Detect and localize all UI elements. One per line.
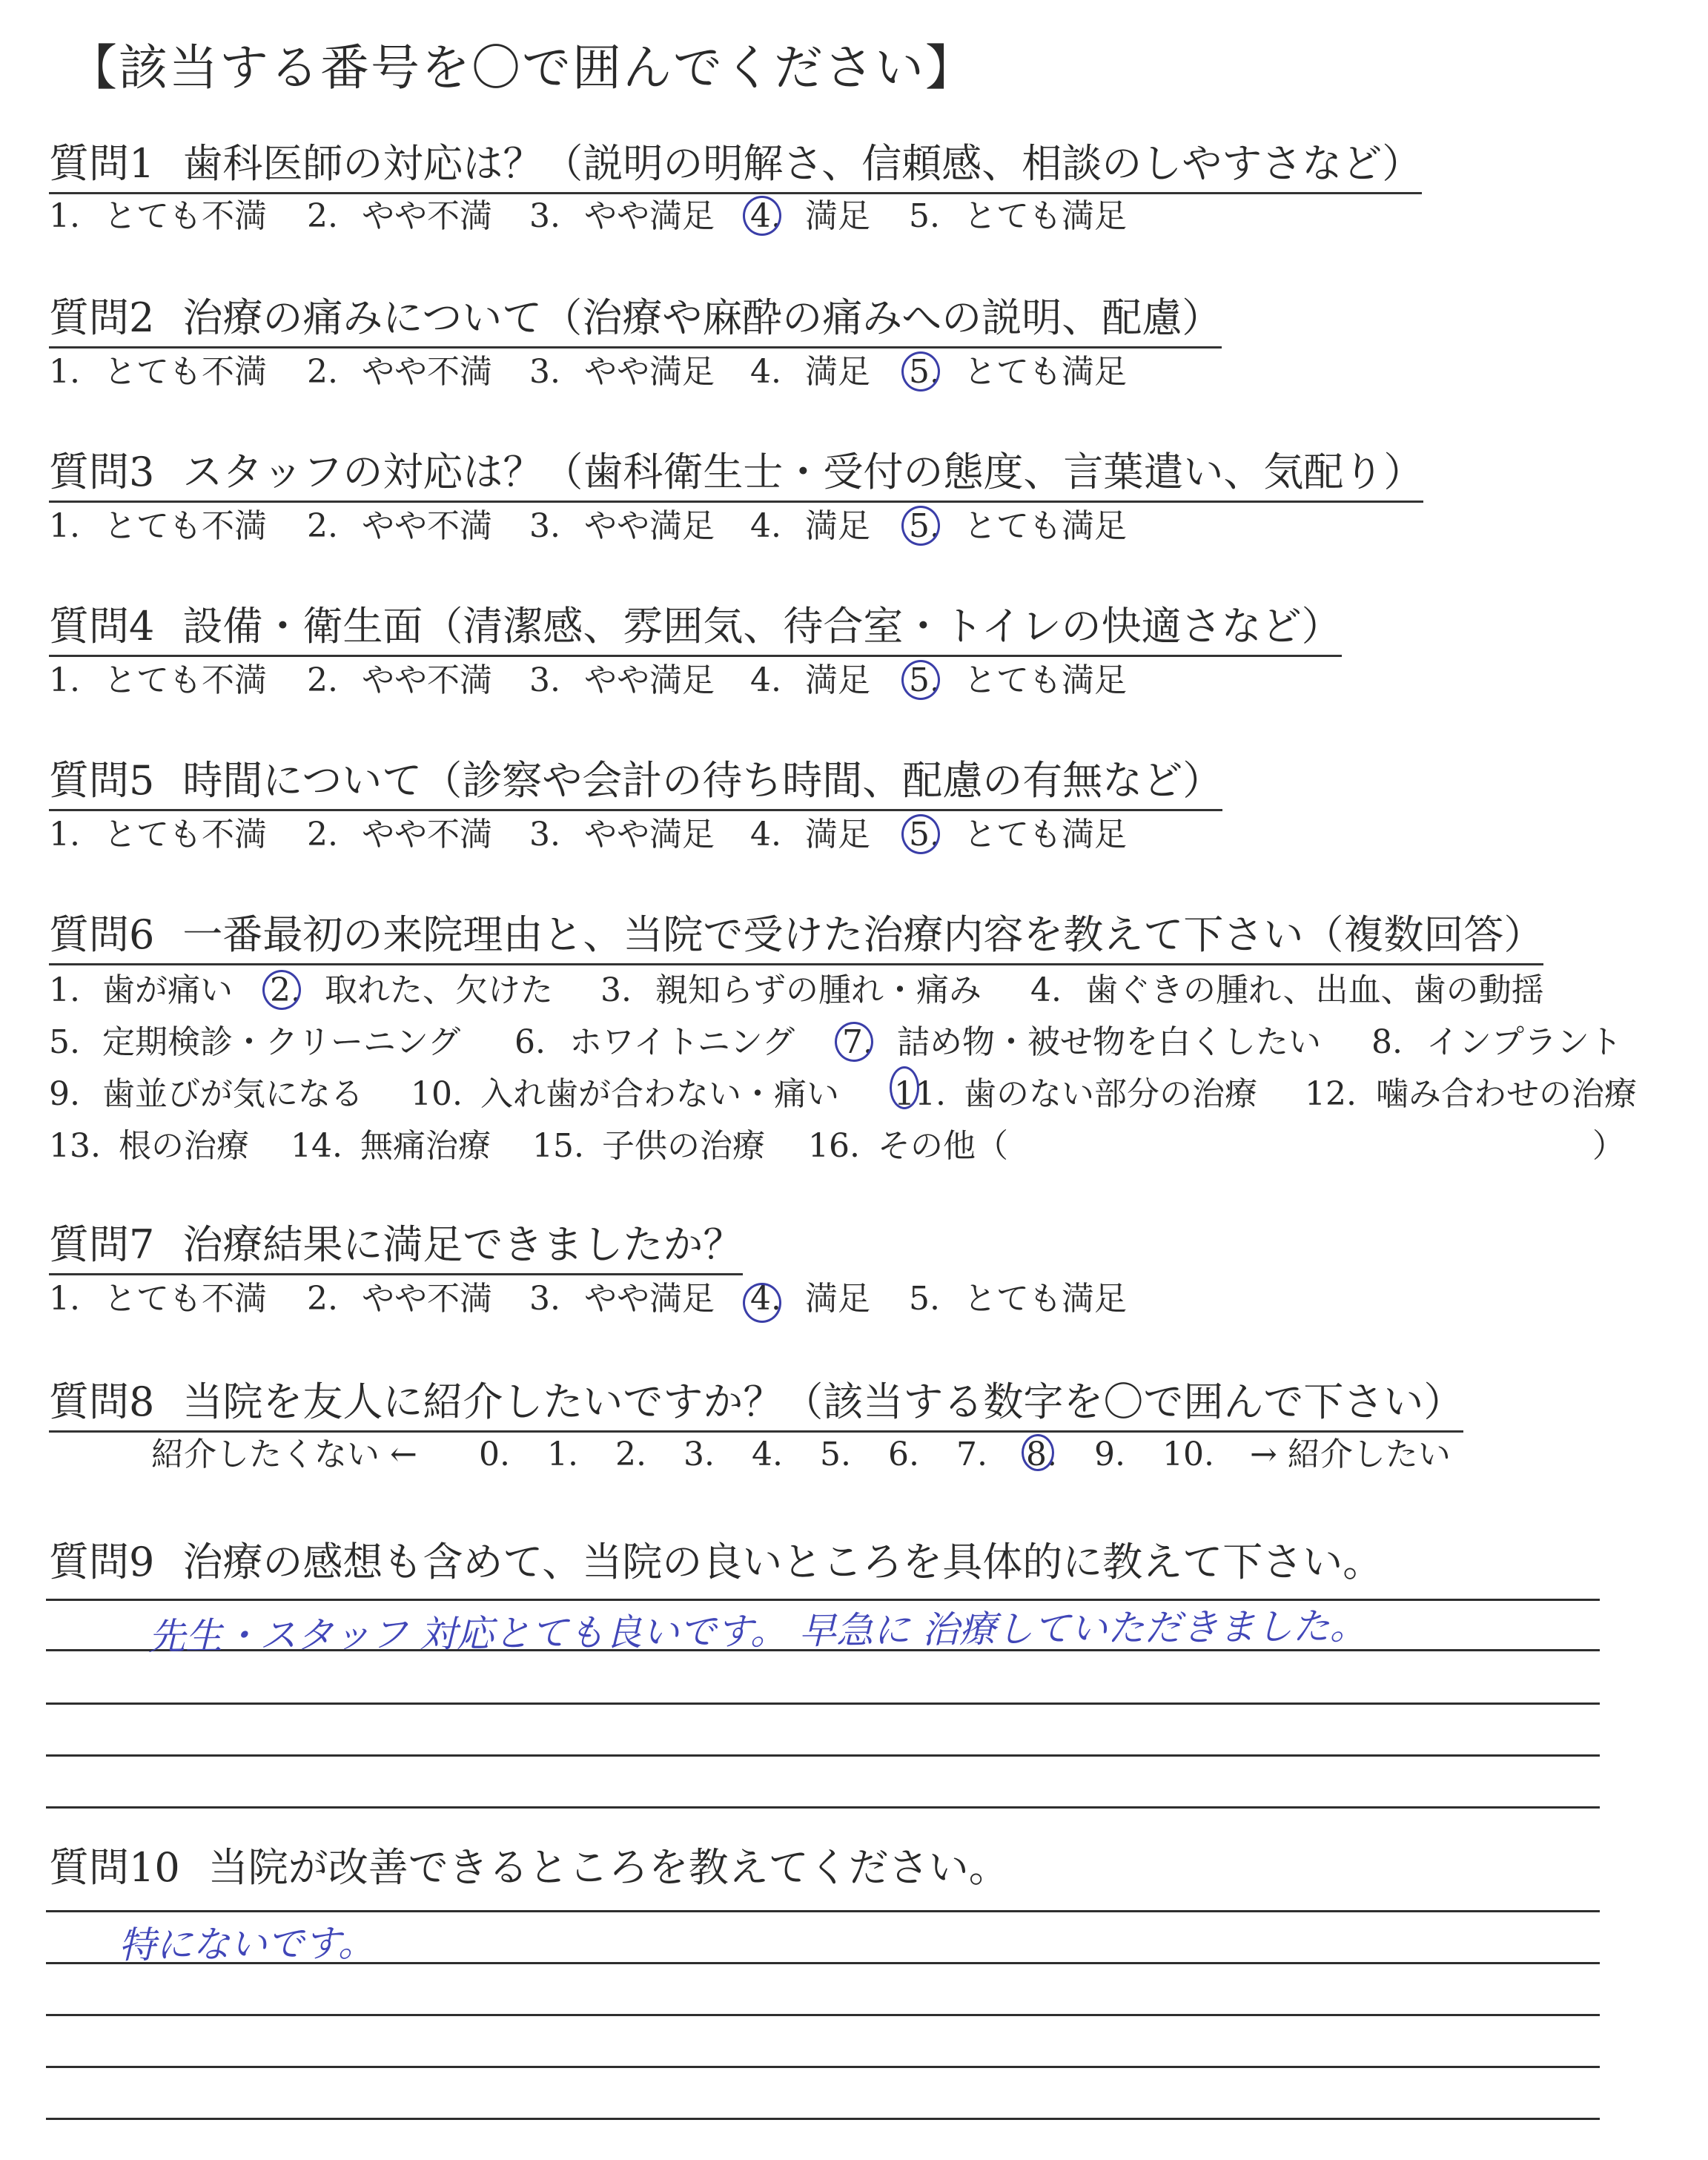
q6-option-1-text: 歯が痛い <box>102 971 233 1009</box>
q6-option-12-text: 噛み合わせの治療 <box>1376 1075 1637 1113</box>
q6-option-8-text: インプラント <box>1426 1023 1622 1061</box>
question-8-heading <box>49 1376 1463 1428</box>
q5-option-5-text: とても満足 <box>964 816 1127 853</box>
q8-number-7[interactable]: 7. <box>956 1436 987 1473</box>
question-9-label: 質問9 <box>49 1539 155 1585</box>
q6-option-4-num[interactable]: 4. <box>1030 971 1062 1009</box>
q7-option-3-num[interactable]: 3. <box>529 1280 560 1318</box>
q3-option-3-num[interactable]: 3. <box>529 507 560 545</box>
q6-option-10-text: 入れ歯が合わない・痛い <box>480 1075 839 1113</box>
q6-option-11-num[interactable]: 11. <box>894 1075 946 1113</box>
q8-number-5[interactable]: 5. <box>820 1436 851 1473</box>
selection-circle <box>262 970 301 1010</box>
selection-circle <box>901 351 940 392</box>
q6-option-6-text: ホワイトニング <box>569 1023 795 1061</box>
q8-number-0[interactable]: 0. <box>479 1436 510 1473</box>
q8-number-1[interactable]: 1. <box>547 1436 578 1473</box>
q1-option-2-text: やや不満 <box>362 197 492 235</box>
q1-option-1-num[interactable]: 1. <box>49 197 80 235</box>
q2-option-2-num[interactable]: 2. <box>307 353 338 391</box>
q4-option-3-text: やや満足 <box>584 661 715 699</box>
page-title: 【該当する番号を〇で囲んでください】 <box>68 39 976 96</box>
q8-number-10[interactable]: 10. <box>1162 1436 1214 1473</box>
q2-option-5-text: とても満足 <box>964 353 1127 391</box>
q8-number-6[interactable]: 6. <box>888 1436 919 1473</box>
question-3-text: スタッフの対応は？（歯科衛生士・受付の態度、言葉遣い、気配り） <box>182 449 1424 495</box>
q7-option-2-text: やや不満 <box>362 1280 492 1318</box>
selection-circle <box>835 1022 873 1062</box>
q6-option-15-num[interactable]: 15. <box>532 1127 584 1165</box>
q2-option-4-num[interactable]: 4. <box>750 353 781 391</box>
question-4-text: 設備・衛生面（清潔感、雰囲気、待合室・トイレの快適さなど） <box>182 603 1342 650</box>
q10-answer-line <box>46 2066 1600 2068</box>
q7-option-5-num[interactable]: 5. <box>909 1280 940 1318</box>
q3-option-2-num[interactable]: 2. <box>307 507 338 545</box>
q4-option-1-text: とても不満 <box>104 661 267 699</box>
q6-option-13-text: 根の治療 <box>119 1127 249 1165</box>
q6-option-14-text: 無痛治療 <box>360 1127 491 1165</box>
q3-option-1-text: とても不満 <box>104 507 267 545</box>
q1-option-5-num[interactable]: 5. <box>909 197 940 235</box>
question-2-label: 質問2 <box>49 294 155 341</box>
q7-option-5-text: とても満足 <box>964 1280 1127 1318</box>
q4-option-5-text: とても満足 <box>964 661 1127 699</box>
q9-answer-line <box>46 1806 1600 1809</box>
question-1-label: 質問1 <box>49 140 155 187</box>
q6-option-11-text: 歯のない部分の治療 <box>964 1075 1257 1113</box>
question-7-underline <box>49 1273 743 1275</box>
q2-option-1-num[interactable]: 1. <box>49 353 80 391</box>
q2-option-3-text: やや満足 <box>584 353 715 391</box>
question-5-underline <box>49 809 1222 811</box>
question-7-text: 治療結果に満足できましたか？ <box>182 1221 744 1268</box>
q8-number-8[interactable]: 8. <box>1026 1436 1057 1473</box>
q1-option-4-num[interactable]: 4. <box>750 197 781 235</box>
q3-option-2-text: やや不満 <box>362 507 492 545</box>
question-9-heading <box>49 1536 1383 1588</box>
q10-answer-line <box>46 2014 1600 2016</box>
q1-option-4-text: 満足 <box>805 197 870 235</box>
q6-option-8-num[interactable]: 8. <box>1371 1023 1403 1061</box>
q1-option-5-text: とても満足 <box>964 197 1127 235</box>
q2-option-2-text: やや不満 <box>362 353 492 391</box>
q5-option-2-text: やや不満 <box>362 816 492 853</box>
question-4-heading <box>49 601 1342 653</box>
q5-option-1-num[interactable]: 1. <box>49 816 80 853</box>
q3-option-4-num[interactable]: 4. <box>750 507 781 545</box>
q2-option-4-text: 満足 <box>805 353 870 391</box>
q6-option-2-num[interactable]: 2. <box>270 971 301 1009</box>
q1-option-2-num[interactable]: 2. <box>307 197 338 235</box>
q6-option-12-num[interactable]: 12. <box>1305 1075 1357 1113</box>
q10-answer-line <box>46 2118 1600 2120</box>
q5-option-4-num[interactable]: 4. <box>750 816 781 853</box>
q6-option-9-text: 歯並びが気になる <box>102 1075 363 1113</box>
question-1-text: 歯科医師の対応は？（説明の明解さ、信頼感、相談のしやすさなど） <box>182 140 1423 187</box>
q4-option-1-num[interactable]: 1. <box>49 661 80 699</box>
q6-option-7-text: 詰め物・被せ物を白くしたい <box>897 1023 1321 1061</box>
question-4-underline <box>49 655 1342 657</box>
question-2-text: 治療の痛みについて（治療や麻酔の痛みへの説明、配慮） <box>182 294 1222 341</box>
q6-option-14-num[interactable]: 14. <box>291 1127 342 1165</box>
q6-option-2-text: 取れた、欠けた <box>325 971 553 1009</box>
q6-option-3-num[interactable]: 3. <box>600 971 632 1009</box>
q8-number-2[interactable]: 2. <box>615 1436 646 1473</box>
question-2-heading <box>49 292 1222 344</box>
q4-option-4-text: 満足 <box>805 661 870 699</box>
q6-option-16-text[interactable]: その他（ <box>878 1127 1008 1165</box>
q7-option-2-num[interactable]: 2. <box>307 1280 338 1318</box>
q6-option-13-num[interactable]: 13. <box>49 1127 101 1165</box>
q5-option-3-text: やや満足 <box>584 816 715 853</box>
q3-option-4-text: 満足 <box>805 507 870 545</box>
q8-number-3[interactable]: 3. <box>683 1436 715 1473</box>
q1-option-1-text: とても不満 <box>104 197 267 235</box>
q4-option-2-num[interactable]: 2. <box>307 661 338 699</box>
question-7-label: 質問7 <box>49 1221 155 1268</box>
q9-answer-line <box>46 1754 1600 1757</box>
question-5-heading <box>49 755 1222 807</box>
q8-number-4[interactable]: 4. <box>752 1436 783 1473</box>
question-3-underline <box>49 501 1423 503</box>
q6-option-1-num[interactable]: 1. <box>49 971 80 1009</box>
q8-left-label: 紹介したくない ← <box>151 1436 417 1473</box>
question-5-label: 質問5 <box>49 757 155 804</box>
q6-option-9-num[interactable]: 9. <box>49 1075 80 1113</box>
q1-option-3-text: やや満足 <box>584 197 715 235</box>
q7-option-3-text: やや満足 <box>584 1280 715 1318</box>
q9-answer-line <box>46 1702 1600 1705</box>
q7-option-1-text: とても不満 <box>104 1280 267 1318</box>
question-3-label: 質問3 <box>49 449 155 495</box>
question-5-text: 時間について（診察や会計の待ち時間、配慮の有無など） <box>182 757 1223 804</box>
selection-circle <box>901 506 940 546</box>
q7-option-4-num[interactable]: 4. <box>750 1280 781 1318</box>
q5-option-3-num[interactable]: 3. <box>529 816 560 853</box>
question-6-label: 質問6 <box>49 911 155 958</box>
q4-option-3-num[interactable]: 3. <box>529 661 560 699</box>
q6-other-close-paren: ） <box>1592 1127 1625 1165</box>
selection-circle <box>743 196 781 236</box>
question-1-heading <box>49 138 1422 190</box>
q8-right-label: → 紹介したい <box>1250 1436 1451 1473</box>
q6-option-15-text: 子供の治療 <box>602 1127 765 1165</box>
selection-circle <box>890 1066 919 1109</box>
q5-option-1-text: とても不満 <box>104 816 267 853</box>
question-10-text: 当院が改善できるところを教えてください。 <box>208 1844 1009 1891</box>
question-7-heading <box>49 1219 743 1271</box>
q6-option-3-text: 親知らずの腫れ・痛み <box>655 971 982 1009</box>
q2-option-5-num[interactable]: 5. <box>909 353 940 391</box>
q5-option-5-num[interactable]: 5. <box>909 816 940 853</box>
selection-circle <box>901 660 940 700</box>
q5-option-4-text: 満足 <box>805 816 870 853</box>
q7-option-4-text: 満足 <box>805 1280 870 1318</box>
q4-option-2-text: やや不満 <box>362 661 492 699</box>
q6-option-7-num[interactable]: 7. <box>842 1023 873 1061</box>
question-10-heading <box>49 1842 1009 1894</box>
q10-handwritten-answer[interactable]: 特にないです。 <box>118 1921 376 1967</box>
q6-option-5-text: 定期検診・クリーニング <box>102 1023 461 1061</box>
q2-option-1-text: とても不満 <box>104 353 267 391</box>
selection-circle <box>901 814 940 854</box>
q3-option-1-num[interactable]: 1. <box>49 507 80 545</box>
q6-option-10-num[interactable]: 10. <box>411 1075 463 1113</box>
question-6-underline <box>49 963 1543 965</box>
question-3-heading <box>49 446 1423 498</box>
q5-option-2-num[interactable]: 2. <box>307 816 338 853</box>
question-9-text: 治療の感想も含めて、当院の良いところを具体的に教えて下さい。 <box>182 1539 1383 1585</box>
q7-option-1-num[interactable]: 1. <box>49 1280 80 1318</box>
question-6-heading <box>49 909 1543 961</box>
q9-handwritten-answer[interactable]: 先生・スタッフ 対応とても良いです。 早急に 治療していただきました。 <box>148 1604 1367 1659</box>
q4-option-4-num[interactable]: 4. <box>750 661 781 699</box>
q10-answer-line <box>46 1910 1600 1912</box>
question-8-label: 質問8 <box>49 1378 155 1425</box>
q8-number-9[interactable]: 9. <box>1094 1436 1125 1473</box>
selection-circle <box>743 1283 781 1323</box>
q6-option-6-num[interactable]: 6. <box>514 1023 546 1061</box>
q6-option-16-num[interactable]: 16. <box>808 1127 860 1165</box>
question-8-text: 当院を友人に紹介したいですか？（該当する数字を〇で囲んで下さい） <box>182 1378 1464 1425</box>
question-4-label: 質問4 <box>49 603 155 650</box>
q2-option-3-num[interactable]: 3. <box>529 353 560 391</box>
q1-option-3-num[interactable]: 3. <box>529 197 560 235</box>
q6-option-5-num[interactable]: 5. <box>49 1023 80 1061</box>
q3-option-5-num[interactable]: 5. <box>909 507 940 545</box>
q3-option-3-text: やや満足 <box>584 507 715 545</box>
q4-option-5-num[interactable]: 5. <box>909 661 940 699</box>
question-2-underline <box>49 346 1222 349</box>
question-10-label: 質問10 <box>49 1844 180 1891</box>
q6-option-4-text: 歯ぐきの腫れ、出血、歯の動揺 <box>1085 971 1544 1009</box>
question-6-text: 一番最初の来院理由と、当院で受けた治療内容を教えて下さい（複数回答） <box>182 911 1544 958</box>
q3-option-5-text: とても満足 <box>964 507 1127 545</box>
selection-circle <box>1022 1434 1054 1471</box>
